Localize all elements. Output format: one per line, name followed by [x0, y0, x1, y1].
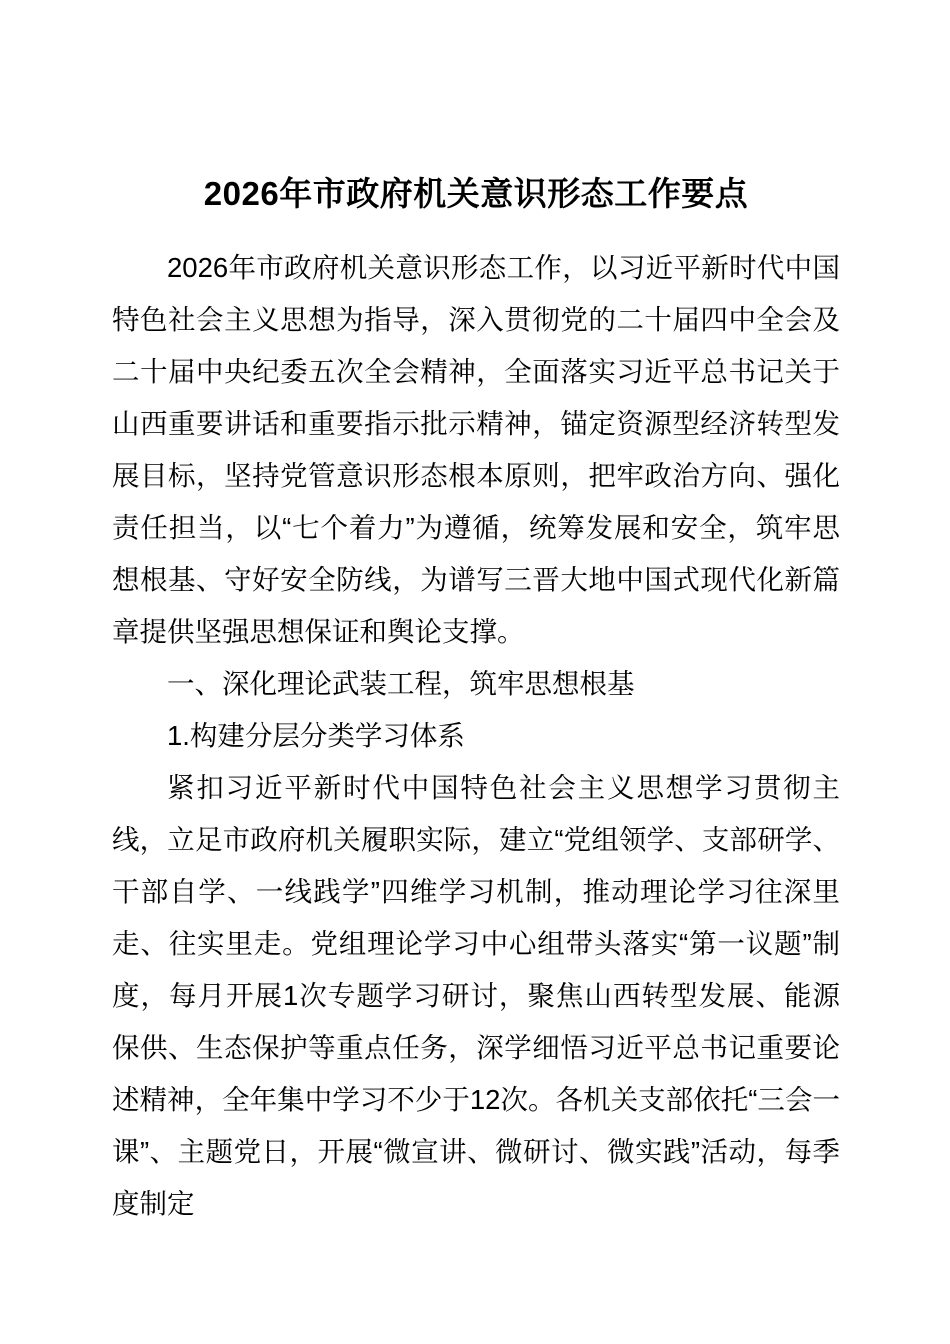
document-content [112, 168, 840, 1230]
body-paragraph-1-1: 紧扣习近平新时代中国特色社会主义思想学习贯彻主线，立足市政府机关履职实际，建立“党组领学、支部研学、干部自学、一线践学”四维学习机制，推动理论学习往深里走、往实里走。党组理论学习中心组带头落实“第一议题”制度，每月开展1次专题学习研讨，聚焦山西转型发展、能源保供、生态保护等重点任务，深学细悟习近平总书记重要论述精神，全年集中学习不少于12次。各机关支部依托“三会一课”、主题党日，开展“微宣讲、微研讨、微实践”活动，每季度制定 [112, 772, 840, 1219]
intro-paragraph: 2026年市政府机关意识形态工作，以习近平新时代中国特色社会主义思想为指导，深入贯彻党的二十届四中全会及二十届中央纪委五次全会精神，全面落实习近平总书记关于山西重要讲话和重要指示批示精神，锚定资源型经济转型发展目标，坚持党管意识形态根本原则，把牢政治方向、强化责任担当，以“七个着力”为遵循，统筹发展和安全，筑牢思想根基、守好安全防线，为谱写三晋大地中国式现代化新篇章提供坚强思想保证和舆论支撑。 [112, 252, 840, 647]
section-heading-1: 一、深化理论武装工程，筑牢思想根基 [167, 668, 635, 699]
page-title: 2026年市政府机关意识形态工作要点 [203, 175, 749, 212]
subsection-heading-1-1: 1.构建分层分类学习体系 [167, 720, 465, 751]
